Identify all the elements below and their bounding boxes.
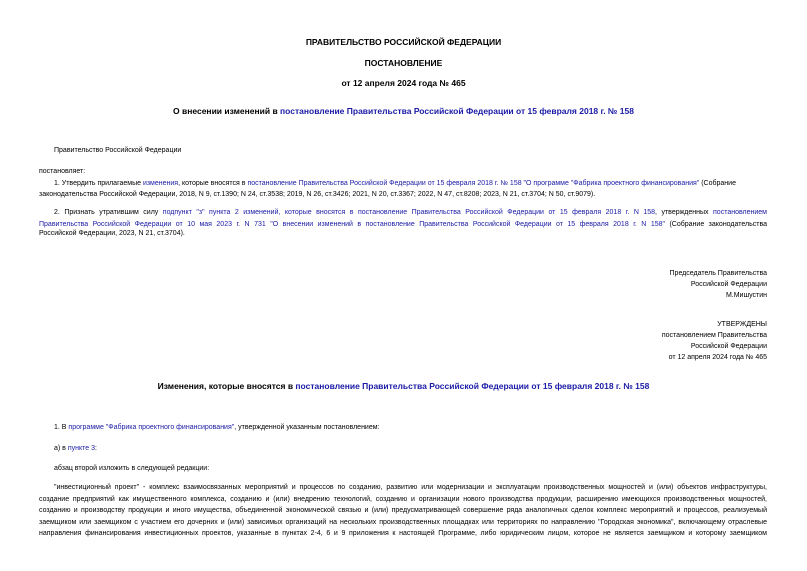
approval-line-2: постановлением Правительства <box>661 332 767 339</box>
item-1-text-b: , утвержденной указанным постановлением: <box>234 424 380 431</box>
p2-link-decree-731[interactable]: Правительства Российской Федерации от 10 мая 2023 г. N 731 "О внесении изменений в постановление Правительства Российской Федерации от 15 февраля 2018 г. N 158" <box>39 220 665 228</box>
item-abzac: абзац второй изложить в следующей редакции: <box>54 465 210 472</box>
approval-line-3: Российской Федерации <box>690 343 767 350</box>
paragraph-2-line-3: Российской Федерации, 2023, N 21, ст.3704). <box>39 230 185 237</box>
p1-link-decree[interactable]: постановление Правительства Российской Федерации от 15 февраля 2018 г. № 158 "О программе "Фабрика проектного финансирования" <box>247 180 700 187</box>
approval-line-4: от 12 апреля 2024 года № 465 <box>668 354 767 361</box>
item-1-link-program[interactable]: программе "Фабрика проектного финансирования" <box>68 424 235 431</box>
approval-line-1: УТВЕРЖДЕНЫ <box>717 321 767 328</box>
government-heading: ПРАВИТЕЛЬСТВО РОССИЙСКОЙ ФЕДЕРАЦИИ <box>305 37 502 47</box>
approval-block <box>662 319 767 363</box>
signature-line-1: Председатель Правительства <box>669 270 767 277</box>
paragraph-2-line-2 <box>39 219 767 231</box>
signature-block <box>670 268 767 301</box>
quote-line-4: заемщиком или заемщиком с участием его дочерних и (или) зависимых организаций на нескольких производственных площадках или территориях по направлению "Городская экономика", включающему отраслевые <box>39 518 767 526</box>
p2-link-subpoint[interactable]: подпункт "з" пункта 2 изменений, которые вносятся в постановление Правительства Российской Федерации от 15 февраля 2018 г. N 158 <box>162 209 656 216</box>
changes-title <box>0 381 807 391</box>
item-a-link-point-3[interactable]: пункте 3 <box>67 445 95 452</box>
quote-line-3: созданию и производству продукции и иного имущества, объединенной экономической связью и (или) предусматривающей совершение ряда аналогичных сделок комплекс мероприятий и процессов, реализуемый <box>39 507 767 514</box>
item-1 <box>54 424 380 431</box>
paragraph-1-line-1 <box>54 180 736 187</box>
p1-text-a: 1. Утвердить прилагаемые <box>54 180 143 187</box>
p2-text-c: (Собрание законодательства <box>665 220 768 228</box>
signature-line-2: Российской Федерации <box>690 281 767 288</box>
signature-name: М.Мишустин <box>725 292 767 299</box>
changes-title-prefix: Изменения, которые вносятся в <box>157 381 296 391</box>
p2-link-resolution[interactable]: постановлением <box>713 209 767 216</box>
intro-government: Правительство Российской Федерации <box>54 147 182 154</box>
item-a-text-b: : <box>95 445 97 452</box>
title-link[interactable]: постановление Правительства Российской Федерации от 15 февраля 2018 г. № 158 <box>280 106 634 116</box>
item-a-text-a: а) в <box>54 445 68 452</box>
document-title <box>0 106 807 116</box>
document-date-number: от 12 апреля 2024 года № 465 <box>341 78 466 88</box>
title-prefix: О внесении изменений в <box>173 106 281 116</box>
p1-text-b: , которые вносятся в <box>178 180 248 187</box>
p2-text-b: , утвержденных <box>655 209 714 216</box>
paragraph-1-line-2: законодательства Российской Федерации, 2018, N 9, ст.1390; N 24, ст.3538; 2019, N 26, ст.3426; 2021, N 20, ст.3367; 2022, N 47, ст.8208; 2023, N 21, ст.3704; N 50, ст.9079). <box>39 191 596 198</box>
intro-decrees: постановляет: <box>39 168 86 175</box>
p2-text-a: 2. Признать утратившим силу <box>54 209 163 216</box>
p1-link-changes[interactable]: изменения <box>142 180 179 187</box>
quote-line-2: создание предприятий как имущественного комплекса, созданию и (или) внедрению технологий, созданию и организации нового производства продукции, расширению имеющихся производственных мощностей, <box>39 495 767 503</box>
quote-line-1: "инвестиционный проект" - комплекс взаимосвязанных мероприятий и процессов по созданию, развитию или модернизации и эксплуатации производственных мощностей и (или) объектов инфраструктуры, <box>54 484 767 491</box>
item-a <box>54 445 97 452</box>
document-type: ПОСТАНОВЛЕНИЕ <box>364 58 443 68</box>
paragraph-2-line-1 <box>39 207 767 219</box>
changes-title-link[interactable]: постановление Правительства Российской Федерации от 15 февраля 2018 г. № 158 <box>295 381 650 391</box>
item-1-text-a: 1. В <box>54 424 69 431</box>
p1-text-c: (Собрание <box>699 180 736 187</box>
quote-paragraph <box>39 482 767 540</box>
quote-line-5: направления финансирования инвестиционных проектов, указанные в пунктах 2-4, 6 и 9 приложения к настоящей Программе, либо юридическим лицом, которое не является заемщиком и которому заемщиком <box>39 530 767 537</box>
paragraph-2 <box>39 207 767 230</box>
